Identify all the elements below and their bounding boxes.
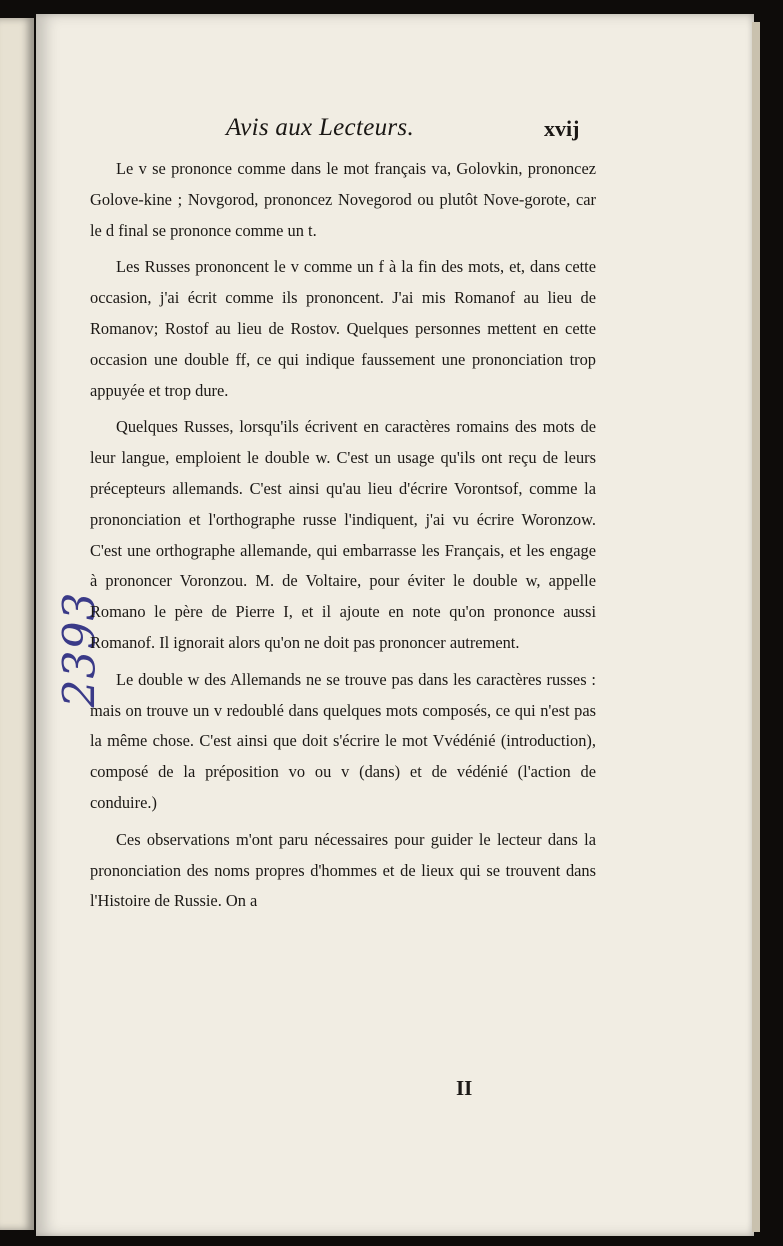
signature-mark: II <box>456 1076 473 1100</box>
book-page <box>36 14 754 1236</box>
body-text <box>90 154 596 923</box>
paragraph: Les Russes prononcent le v comme un f à la fin des mots, et, dans cette occasion, j'ai écrit comme ils prononcent. J'ai mis Romanof au lieu de Romanov; Rostof au lieu de Rostov. Quelques personnes mettent en cette occasion une double ff, ce qui indique faussement une prononciation trop appuyée et trop dure. <box>90 257 596 400</box>
handwritten-manuscript-number: 2393 <box>54 591 106 708</box>
paragraph: Le double w des Allemands ne se trouve pas dans les caractères russes : mais on trouve un v redoublé dans quelques mots composés, ce qui n'est pas la même chose. C'est ainsi que doit s'écrire le mot Vvédénié (introduction), composé de la préposition vo ou v (dans) et de védénié (l'action de conduire.) <box>90 669 596 812</box>
paragraph: Ces observations m'ont paru nécessaires pour guider le lecteur dans la prononciation des noms propres d'hommes et de lieux qui se trouvent dans l'Histoire de Russie. On a <box>90 829 596 911</box>
running-title: Avis aux Lecteurs. <box>226 114 415 141</box>
page-header <box>36 114 754 154</box>
paragraph: Quelques Russes, lorsqu'ils écrivent en caractères romains des mots de leur langue, emploient le double w. C'est un usage qu'ils ont reçu de leurs précepteurs allemands. C'est ainsi qu'au lieu d'écrire Vorontsof, comme la prononciation et l'orthographe russe l'indiquent, j'ai vu écrire Woronzow. C'est une orthographe allemande, qui embarrasse les Français, et les engage à prononcer Voronzou. M. de Voltaire, pour éviter le double w, appelle Romano le père de Pierre I, et il ajoute en note qu'on prononce aussi Romanof. Il ignorait alors qu'on ne doit pas prononcer autrement. <box>90 417 596 652</box>
page-number: xvij <box>544 116 580 141</box>
facing-page-edge <box>0 18 34 1230</box>
paragraph: Le v se prononce comme dans le mot français va, Golovkin, prononcez Golove-kine ; Novgorod, prononcez Novegorod ou plutôt Nove-gorote, car le d final se prononce comme un t. <box>90 159 596 240</box>
page-edge <box>752 22 760 1232</box>
